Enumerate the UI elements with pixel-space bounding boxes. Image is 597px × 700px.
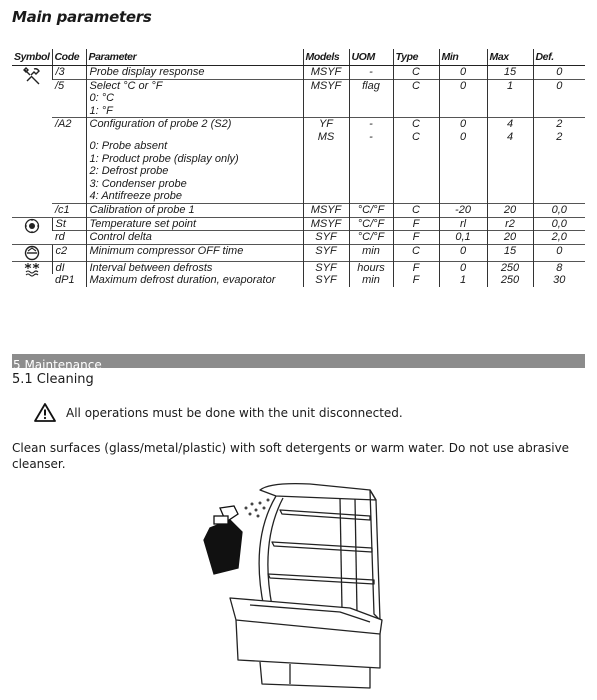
column-header: Symbol [12,49,52,66]
table-row [12,274,585,287]
cell-text: 30 [553,274,566,287]
cell-text: 0 [459,261,467,274]
column-header: Models [303,49,349,66]
cell-text: flag [362,79,380,92]
cell-text: C [412,66,420,78]
cell-text: 0 [459,118,467,131]
cell-text: 0,1 [455,231,471,244]
parameter-code: St [52,217,86,231]
cell-text: Probe display response [89,66,205,78]
cell-text [90,131,300,140]
cell-text: 15 [503,66,517,78]
section-title: 5 Maintenance [13,358,102,372]
cell-text: C [412,244,420,257]
cell-text: C [412,118,420,131]
parameter-code: /3 [52,66,86,80]
cell-text: 15 [503,244,517,257]
cell-text: 0: Probe absent [89,139,168,152]
parameter-code: rd [52,231,86,245]
cell-text: hours [357,261,385,274]
cell-text: 4: Antifreeze probe [89,190,183,203]
cell-text: 2,0 [551,231,567,244]
cell-text: - [369,118,373,131]
cell-text: 0 [556,66,563,78]
cell-text: 4 [506,130,514,143]
cell-text: 1 [506,79,514,92]
cell-text: C [412,130,420,143]
table-row [12,66,585,80]
cell-text: min [362,274,380,287]
column-header: Parameter [86,49,303,66]
cell-text: SYF [315,261,337,274]
column-header: Type [393,49,439,66]
table-row [12,217,585,231]
warning-note [34,403,403,422]
parameter-code: c2 [52,244,86,261]
cell-text: Minimum compressor OFF time [89,244,244,257]
page-title: Main parameters [12,8,152,26]
table-row [12,203,585,217]
cell-text: 0 [459,66,467,78]
cleaning-instructions: Clean surfaces (glass/metal/plastic) with soft detergents or warm water. Do not use abrasive cleanser. [12,441,570,471]
thermostat-icon [12,217,52,244]
table-row [12,261,585,274]
cell-text: °C/°F [357,217,385,230]
cell-text: 1: Product probe (display only) [89,152,239,165]
cell-text: 0,0 [551,217,567,230]
cell-text: 8 [556,261,563,274]
cell-text: 250 [500,261,520,274]
parameter-code: /5 [52,79,86,118]
cell-text: 2: Defrost probe [89,165,169,178]
section-bar [12,354,585,372]
subsection-title: 5.1 Cleaning [12,372,94,387]
defrost-icon [12,261,52,287]
cell-text: 20 [503,203,517,216]
wrench-screwdriver-icon [12,66,52,218]
cell-text: Calibration of probe 1 [89,203,195,216]
cell-text: 0: °C [89,92,115,105]
cell-text: SYF [315,231,337,244]
parameter-code: dI [52,261,86,274]
parameter-code: /A2 [52,118,86,204]
cell-text: - [369,130,373,143]
cell-text: 0 [556,79,563,92]
warning-triangle-icon [34,403,56,422]
column-header: Max [487,49,533,66]
cell-text: Maximum defrost duration, evaporator [89,274,276,287]
parameter-code: dP1 [55,274,75,287]
cell-text: SYF [315,244,337,257]
table-row [12,79,585,118]
cell-text: r2 [505,217,515,230]
cell-text: MS [317,130,335,143]
cell-text: rl [459,217,467,230]
cell-text: Configuration of probe 2 (S2) [89,118,232,131]
cell-text: SYF [315,274,337,287]
cell-text: 0 [459,79,467,92]
cell-text: Select °C or °F [89,79,163,92]
cell-text: Temperature set point [89,217,197,230]
table-row [12,118,585,204]
cell-text: 250 [500,274,520,287]
table-header [12,49,585,66]
cell-text: C [412,203,420,216]
cell-text: 2 [556,118,563,131]
cell-text: 0 [459,130,467,143]
cell-text: MSYF [310,79,342,92]
column-header: Code [52,49,86,66]
parameters-table [12,49,585,287]
display-case-cleaning-illustration [190,470,400,690]
parameter-code: /c1 [52,203,86,217]
cell-text: 1 [459,274,467,287]
cell-text: F [412,274,420,287]
cell-text: 20 [503,231,517,244]
cell-text: 3: Condenser probe [89,177,187,190]
compressor-icon [12,244,52,261]
cell-text: F [412,231,420,244]
cell-text: min [362,244,380,257]
cell-text: MSYF [310,217,342,230]
cell-text: Interval between defrosts [89,261,213,274]
table-row [12,231,585,245]
cell-text: 4 [506,118,514,131]
cell-text: °C/°F [357,231,385,244]
cell-text: 0,0 [551,203,567,216]
cell-text: 0 [556,244,563,257]
cell-text: F [412,261,420,274]
cell-text: Control delta [89,231,152,244]
cell-text: C [412,79,420,92]
table-row [12,244,585,261]
column-header: Def. [533,49,585,66]
cell-text: YF [318,118,334,131]
cell-text: 0 [459,244,467,257]
cell-text: - [369,66,373,78]
cell-text: F [412,217,420,230]
cell-text: 2 [556,130,563,143]
column-header: Min [439,49,487,66]
warning-text: All operations must be done with the unit disconnected. [66,405,403,420]
cell-text: -20 [455,203,471,216]
cell-text: MSYF [310,66,342,78]
cell-text: MSYF [310,203,342,216]
cell-text: 1: °F [89,104,113,117]
column-header: UOM [349,49,393,66]
cell-text: °C/°F [357,203,385,216]
